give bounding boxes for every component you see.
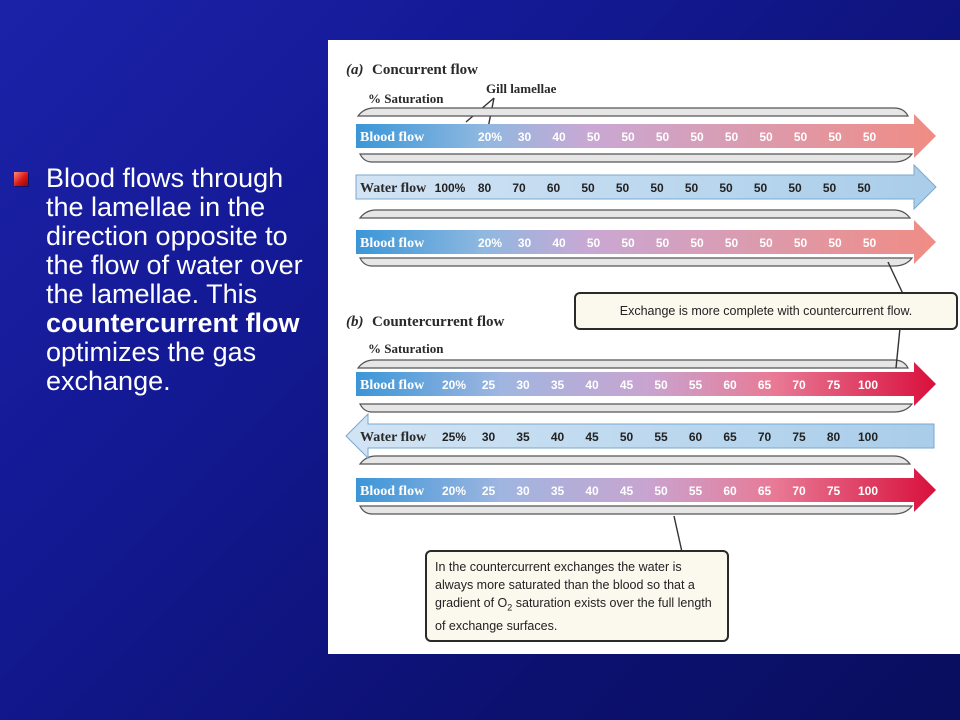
bullet-text-intro: Blood flows through the lamellae in the direction opposite to the flow of water over the lamellae. This [46,163,303,309]
countercurrent-row-2-value: 40 [550,430,565,444]
callout-bottom-text-pre: In the countercurrent exchanges the water is always more saturated than the blood so that a gradient of O [435,560,695,610]
countercurrent-row-3-value: 50 [654,484,668,498]
callout-top-pointer-up [888,262,904,296]
countercurrent-row-2-value: 45 [585,430,599,444]
countercurrent-row-3-value: 70 [792,484,806,498]
countercurrent-row-1-value: 65 [757,378,772,392]
concurrent-row-1-value: 50 [655,130,670,144]
concurrent-row-1-value: 50 [828,130,842,144]
concurrent-row-2-value: 50 [684,181,699,195]
countercurrent-row-3-value: 30 [516,484,530,498]
concurrent-row-label-2: Water flow [360,181,427,196]
concurrent-row-3-value: 50 [690,236,704,250]
countercurrent-row-1-value: 20% [441,378,467,392]
countercurrent-row-1-value: 30 [516,378,530,392]
concurrent-row-1-value: 50 [621,130,635,144]
countercurrent-row-2-value: 50 [619,430,634,444]
countercurrent-row-1-value: 100 [857,378,879,392]
concurrent-row-3-value: 50 [655,236,670,250]
concurrent-row-1-value: 50 [862,130,877,144]
countercurrent-row-1-value: 25 [481,378,496,392]
countercurrent-row-3-value: 40 [585,484,599,498]
concurrent-row-2-value: 80 [477,181,492,195]
countercurrent-row-3-value: 75 [826,484,841,498]
concurrent-row-1-value: 50 [586,130,601,144]
concurrent-row-2-value: 50 [650,181,664,195]
concurrent-row-1-value: 20% [477,130,503,144]
countercurrent-saturation-label: % Saturation [368,341,444,356]
countercurrent-row-2-value: 70 [757,430,772,444]
concurrent-row-label-3: Blood flow [360,236,425,251]
concurrent-row-3-value: 50 [759,236,773,250]
concurrent-row-3-value: 50 [828,236,842,250]
countercurrent-row-3-value: 60 [723,484,737,498]
countercurrent-row-1-value: 40 [585,378,599,392]
concurrent-row-1-value: 40 [552,130,566,144]
concurrent-row-3-value: 50 [621,236,635,250]
concurrent-row-1-value: 30 [517,130,532,144]
countercurrent-row-3-value: 65 [757,484,772,498]
concurrent-row-2-value: 100% [434,181,466,195]
concurrent-row-1-value: 50 [793,130,808,144]
bullet-text [46,164,320,396]
countercurrent-row-2-value: 75 [792,430,806,444]
countercurrent-row-3-value: 25 [481,484,496,498]
concurrent-saturation-label: % Saturation [368,91,444,106]
callout-top-text: Exchange is more complete with countercurrent flow. [619,304,913,318]
concurrent-row-2-value: 70 [512,181,526,195]
countercurrent-row-1-value: 35 [550,378,565,392]
concurrent-row-2-value: 50 [857,181,871,195]
concurrent-row-1-value: 50 [724,130,739,144]
concurrent-row-1-value: 50 [690,130,704,144]
callout-bottom-pointer [674,516,682,552]
countercurrent-panel-label: (b) [346,314,364,330]
lamella-plate-b1 [358,360,908,368]
countercurrent-row-1-value: 70 [792,378,806,392]
gill-lamellae-label: Gill lamellae [486,81,557,96]
countercurrent-row-3-value: 45 [619,484,634,498]
countercurrent-row-2-value: 60 [688,430,703,444]
bullet-item [14,164,320,396]
countercurrent-row-2-value: 80 [826,430,841,444]
concurrent-row-label-1: Blood flow [360,130,425,145]
countercurrent-row-3-value: 55 [688,484,703,498]
concurrent-row-2-value: 50 [788,181,802,195]
callout-bottom-text-post: saturation exists over the full length of exchange surfaces. [435,596,712,633]
countercurrent-row-2-value: 35 [516,430,530,444]
concurrent-row-2-value: 60 [546,181,561,195]
countercurrent-row-label-1: Blood flow [360,378,425,393]
concurrent-row-3-value: 50 [724,236,739,250]
countercurrent-row-label-3: Blood flow [360,484,425,499]
concurrent-row-2-value: 50 [822,181,837,195]
countercurrent-title: Countercurrent flow [372,314,505,330]
callout-countercurrent-note [425,550,729,642]
bullet-square-icon [14,172,28,186]
concurrent-row-3-value: 50 [793,236,808,250]
lamella-plate-b2 [360,404,912,412]
concurrent-blood-arrow-top [356,114,936,158]
countercurrent-row-2-value: 55 [654,430,668,444]
countercurrent-row-3-value: 100 [857,484,879,498]
concurrent-row-3-value: 50 [586,236,601,250]
concurrent-row-3-value: 40 [552,236,566,250]
concurrent-row-3-value: 20% [477,236,503,250]
callout-bottom-subscript: 2 [507,602,513,613]
countercurrent-row-1-value: 60 [723,378,737,392]
callout-concurrent-note [574,292,958,330]
lamella-plate-a4 [360,258,912,266]
concurrent-row-1-value: 50 [759,130,773,144]
lamella-plate-b4 [360,506,912,514]
countercurrent-row-1-value: 55 [688,378,703,392]
bullet-text-ending: optimizes the gas exchange. [46,337,257,396]
countercurrent-row-2-value: 65 [723,430,737,444]
gill-flow-figure [328,40,960,654]
concurrent-row-2-value: 50 [581,181,595,195]
concurrent-row-3-value: 30 [517,236,532,250]
concurrent-row-2-value: 50 [719,181,733,195]
countercurrent-water-arrow [346,414,934,458]
countercurrent-row-3-value: 35 [550,484,565,498]
countercurrent-row-label-2: Water flow [360,430,427,445]
countercurrent-row-2-value: 25% [441,430,467,444]
concurrent-row-3-value: 50 [862,236,877,250]
countercurrent-row-3-value: 20% [441,484,467,498]
countercurrent-row-1-value: 45 [619,378,634,392]
concurrent-row-2-value: 50 [753,181,768,195]
lamella-plate-a3 [360,210,910,218]
bullet-text-emphasis: countercurrent flow [46,308,300,338]
lamella-plate-a1 [358,108,908,116]
countercurrent-row-2-value: 100 [857,430,879,444]
countercurrent-row-2-value: 30 [481,430,496,444]
countercurrent-row-1-value: 50 [654,378,668,392]
countercurrent-row-1-value: 75 [826,378,841,392]
concurrent-row-2-value: 50 [615,181,630,195]
concurrent-title: Concurrent flow [372,62,478,78]
concurrent-panel-label: (a) [346,62,364,78]
bullet-list [14,164,320,396]
lamella-plate-b3 [360,456,910,464]
lamella-plate-a2 [360,154,912,162]
